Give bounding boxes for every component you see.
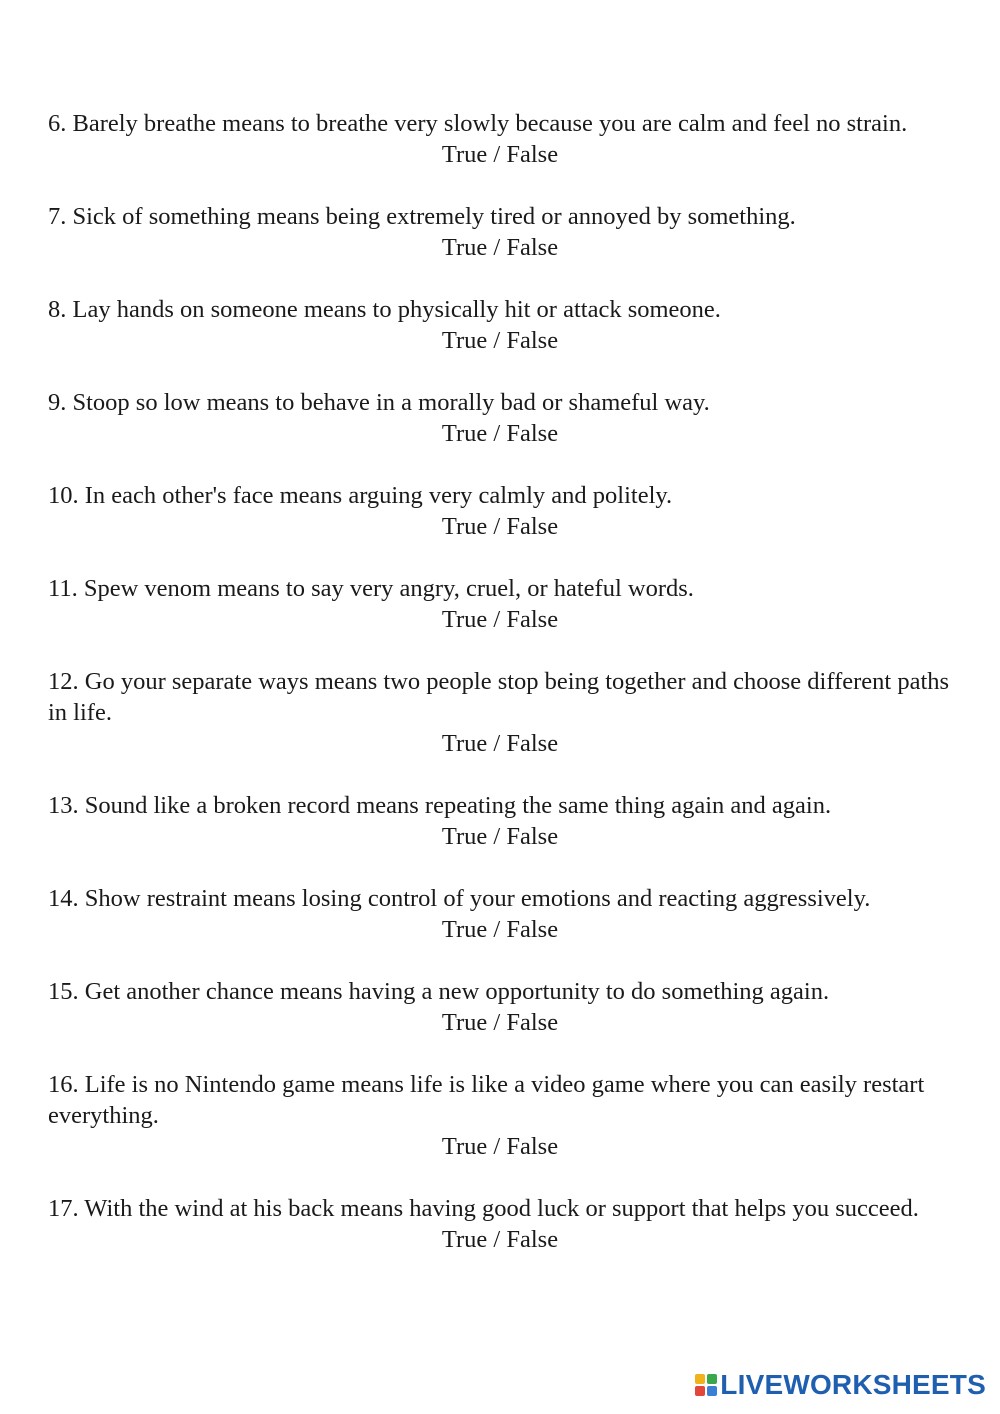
option-false[interactable]: False	[506, 1009, 559, 1036]
question-item	[48, 294, 958, 356]
option-true[interactable]: True	[441, 420, 488, 447]
option-true[interactable]: True	[441, 1133, 488, 1160]
option-separator: /	[487, 234, 507, 261]
option-false[interactable]: False	[506, 513, 559, 540]
option-false[interactable]: False	[506, 234, 559, 261]
question-text: 16. Life is no Nintendo game means life is like a video game where you can easily restart everything.	[48, 1071, 925, 1129]
option-separator: /	[487, 823, 507, 850]
question-text: 6. Barely breathe means to breathe very slowly because you are calm and feel no strain.	[48, 110, 908, 137]
option-separator: /	[487, 1133, 507, 1160]
question-text: 11. Spew venom means to say very angry, cruel, or hateful words.	[48, 575, 694, 602]
question-item	[48, 108, 958, 170]
option-separator: /	[487, 730, 507, 757]
true-false-options	[48, 325, 952, 356]
option-separator: /	[487, 141, 507, 168]
logo-text: LIVEWORKSHEETS	[720, 1369, 986, 1400]
option-separator: /	[487, 327, 507, 354]
liveworksheets-logo[interactable]	[695, 1370, 986, 1400]
true-false-options	[48, 1007, 952, 1038]
option-false[interactable]: False	[506, 327, 559, 354]
option-false[interactable]: False	[506, 823, 559, 850]
option-true[interactable]: True	[441, 1226, 488, 1253]
question-item	[48, 790, 958, 852]
option-separator: /	[487, 606, 507, 633]
question-item	[48, 1193, 958, 1255]
question-item	[48, 480, 958, 542]
logo-tile	[695, 1386, 705, 1396]
option-separator: /	[487, 916, 507, 943]
true-false-options	[48, 418, 952, 449]
question-text: 8. Lay hands on someone means to physically hit or attack someone.	[48, 296, 721, 323]
option-separator: /	[487, 1009, 507, 1036]
true-false-options	[48, 604, 952, 635]
liveworksheets-logo-icon	[695, 1374, 717, 1396]
question-text: 12. Go your separate ways means two people stop being together and choose different paths in life.	[48, 668, 950, 726]
option-true[interactable]: True	[441, 327, 488, 354]
true-false-options	[48, 1224, 952, 1255]
option-separator: /	[487, 513, 507, 540]
option-true[interactable]: True	[441, 1009, 488, 1036]
option-separator: /	[487, 420, 507, 447]
logo-tile	[707, 1374, 717, 1384]
option-false[interactable]: False	[506, 606, 559, 633]
option-false[interactable]: False	[506, 730, 559, 757]
option-true[interactable]: True	[441, 606, 488, 633]
question-item	[48, 666, 958, 759]
question-item	[48, 976, 958, 1038]
question-item	[48, 883, 958, 945]
option-true[interactable]: True	[441, 916, 488, 943]
option-true[interactable]: True	[441, 730, 488, 757]
true-false-options	[48, 914, 952, 945]
question-text: 14. Show restraint means losing control of your emotions and reacting aggressively.	[48, 885, 871, 912]
option-true[interactable]: True	[441, 823, 488, 850]
true-false-options	[48, 728, 952, 759]
option-false[interactable]: False	[506, 916, 559, 943]
question-item	[48, 201, 958, 263]
true-false-options	[48, 139, 952, 170]
question-item	[48, 387, 958, 449]
option-false[interactable]: False	[506, 141, 559, 168]
true-false-options	[48, 821, 952, 852]
question-text: 7. Sick of something means being extremely tired or annoyed by something.	[48, 203, 796, 230]
true-false-options	[48, 511, 952, 542]
option-false[interactable]: False	[506, 420, 559, 447]
option-true[interactable]: True	[441, 513, 488, 540]
option-false[interactable]: False	[506, 1133, 559, 1160]
question-text: 13. Sound like a broken record means repeating the same thing again and again.	[48, 792, 832, 819]
option-true[interactable]: True	[441, 234, 488, 261]
question-text: 17. With the wind at his back means having good luck or support that helps you succeed.	[48, 1195, 919, 1222]
question-text: 15. Get another chance means having a new opportunity to do something again.	[48, 978, 830, 1005]
option-true[interactable]: True	[441, 141, 488, 168]
question-item	[48, 573, 958, 635]
question-list	[48, 108, 958, 1286]
question-item	[48, 1069, 958, 1162]
logo-tile	[695, 1374, 705, 1384]
option-separator: /	[487, 1226, 507, 1253]
true-false-options	[48, 232, 952, 263]
true-false-options	[48, 1131, 952, 1162]
option-false[interactable]: False	[506, 1226, 559, 1253]
logo-tile	[707, 1386, 717, 1396]
question-text: 10. In each other's face means arguing very calmly and politely.	[48, 482, 673, 509]
question-text: 9. Stoop so low means to behave in a morally bad or shameful way.	[48, 389, 710, 416]
